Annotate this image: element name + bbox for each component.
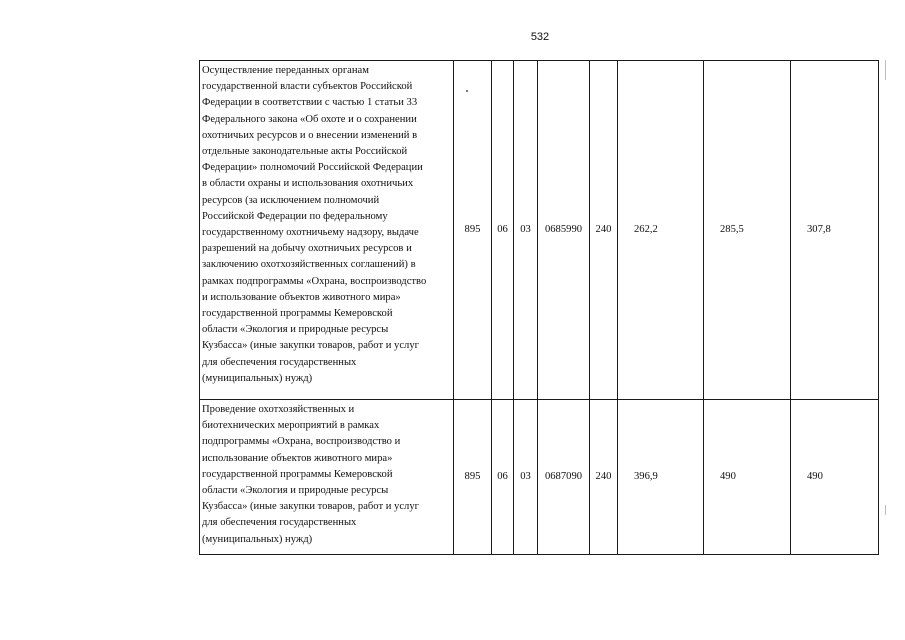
amount-cell-2: 490 [704,400,791,555]
target-article-cell: 0687090 [538,400,590,555]
description-line: подпрограммы «Охрана, воспроизводство и [202,436,401,448]
description-line: (муниципальных) нужд) [202,372,313,384]
description-line: рамках подпрограммы «Охрана, воспроизводство [202,275,427,287]
description-line: использование объектов животного мира» [202,452,393,464]
description-line: ресурсов (за исключением полномочий [202,194,380,206]
description-line: и использование объектов животного мира» [202,291,401,303]
ministry-code-cell: 895 [454,61,492,400]
description-line: охотничьих ресурсов и о внесении изменений в [202,129,418,141]
description-line: (муниципальных) нужд) [202,533,313,545]
page-edge-mark [885,505,886,515]
description-line: биотехнических мероприятий в рамках [202,420,380,432]
section-code-cell: 06 [492,400,514,555]
ministry-code-cell: 895 [454,400,492,555]
page-number: 532 [530,31,550,43]
description-line: для обеспечения государственных [202,517,357,529]
description-line: области «Экология и природные ресурсы [202,485,389,497]
subsection-code-cell: 03 [514,400,538,555]
subsection-code-cell: 03 [514,61,538,400]
description-line: государственной власти субъектов Российской [202,81,413,93]
expense-type-cell: 240 [590,400,618,555]
amount-cell-1: 396,9 [618,400,704,555]
amount-cell-3: 307,8 [791,61,879,400]
description-line: в области охраны и использования охотничьих [202,178,414,190]
description-line: Российской Федерации по федеральному [202,210,388,222]
amount-cell-2: 285,5 [704,61,791,400]
description-line: Кузбасса» (иные закупки товаров, работ и услуг [202,501,419,513]
description-line: Кузбасса» (иные закупки товаров, работ и услуг [202,340,419,352]
description-line: области «Экология и природные ресурсы [202,324,389,336]
row-description [200,61,454,400]
description-line: отдельные законодательные акты Российской [202,146,408,158]
description-line: государственной программы Кемеровской [202,308,393,320]
description-line: Федерации в соответствии с частью 1 статьи 33 [202,97,418,109]
table-row [200,61,879,400]
scan-speck [466,90,468,92]
page-edge-mark [885,60,886,80]
target-article-cell: 0685990 [538,61,590,400]
expense-type-cell: 240 [590,61,618,400]
description-line: государственной программы Кемеровской [202,468,393,480]
amount-cell-1: 262,2 [618,61,704,400]
description-line: заключению охотхозяйственных соглашений) в [202,259,416,271]
amount-cell-3: 490 [791,400,879,555]
description-line: Проведение охотхозяйственных и [202,404,355,415]
description-line: Федерации» полномочий Российской Федерации [202,162,423,174]
budget-table [199,60,879,555]
description-line: Осуществление переданных органам [202,65,369,76]
row-description [200,400,454,555]
description-line: Федерального закона «Об охоте и о сохранении [202,113,417,125]
section-code-cell: 06 [492,61,514,400]
description-line: государственному охотничьему надзору, выдаче [202,227,419,239]
description-line: для обеспечения государственных [202,356,357,368]
table-row [200,400,879,555]
description-line: разрешений на добычу охотничьих ресурсов и [202,243,412,255]
